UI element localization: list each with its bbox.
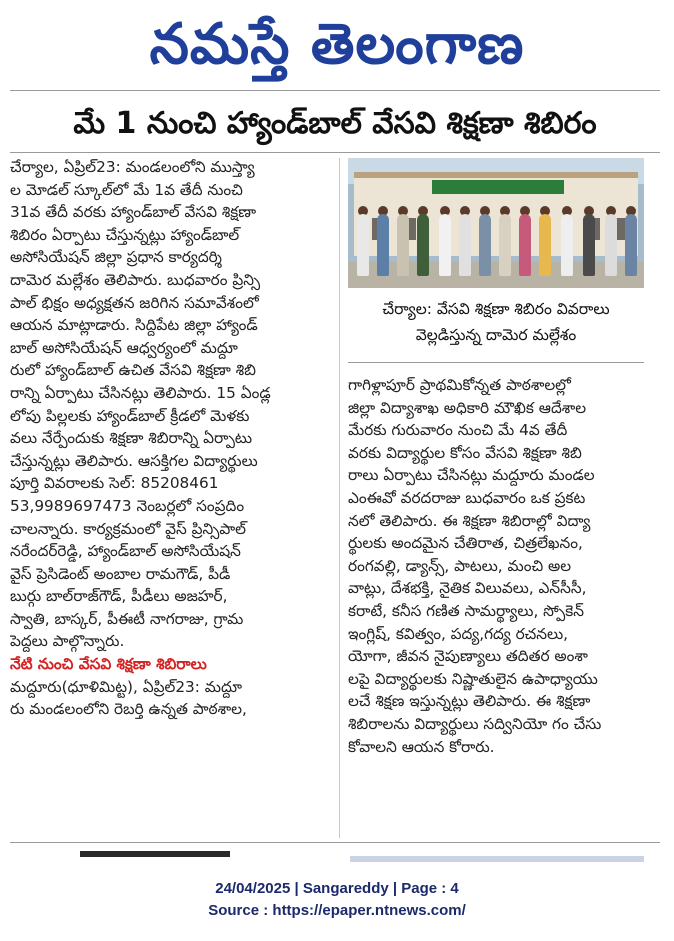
article-line: వరకు విద్యార్థుల కోసం వేసవి శిక్షణా శిబి	[348, 443, 582, 462]
article-line: నలో తెలిపారు. ఈ శిక్షణా శిబిరాల్లో విద్యా	[348, 511, 591, 530]
article-line: వైస్ ప్రెసిడెంట్ అంబాల రామగౌడ్, పీడీ	[10, 564, 231, 583]
column-divider	[339, 158, 340, 838]
article-line: ఆయన మాట్లాడారు. సిద్దిపేట జిల్లా హ్యాండ్	[10, 316, 258, 335]
article-line: కోవాలని ఆయన కోరారు.	[348, 737, 495, 756]
article-line: బాల్ అసోసియేషన్ ఆధ్వర్యంలో మద్దూ	[10, 338, 238, 357]
article-line: దామెర మల్లేశం తెలిపారు. బుధవారం ప్రిన్సి	[10, 270, 261, 289]
footer-source-line: Source : https://epaper.ntnews.com/	[208, 902, 466, 919]
article-line: జిల్లా విద్యాశాఖ అధికారి మౌఖిక ఆదేశాల	[348, 398, 587, 417]
bottom-divider	[10, 842, 660, 843]
article-line: ఎంఈవో వరదరాజు బుధవారం ఒక ప్రకట	[348, 488, 586, 507]
article-line: రు మండలంలోని రెబర్తి ఉన్నత పాఠశాల,	[10, 700, 247, 719]
sub-headline: నేటి నుంచి వేసవి శిక్షణా శిబిరాలు	[10, 655, 207, 674]
article-line: లచే శిక్షణ ఇస్తున్నట్లు తెలిపారు. ఈ శిక్షణా	[348, 692, 591, 711]
article-line: 53,9989697473 నెంబర్లలో సంప్రదిం	[10, 496, 245, 515]
article-line: చేర్యాల, ఏప్రిల్23: మండలంలోని ముస్త్యా	[10, 158, 255, 176]
article-line: ల మోడల్ స్కూల్‌లో మే 1వ తేదీ నుంచి	[10, 180, 243, 199]
masthead: నమస్తే తెలంగాణ	[149, 12, 525, 77]
article-line: చేస్తున్నట్లు తెలిపారు. ఆసక్తిగల విద్యార్థులు	[10, 451, 258, 470]
article-line: అసోసియేషన్ జిల్లా ప్రధాన కార్యదర్శి	[10, 248, 222, 267]
cropped-next-article-strip	[350, 856, 644, 862]
right-article-column	[348, 374, 664, 834]
article-line: లోపు పిల్లలకు హ్యాండ్‌బాల్ క్రీడలో మెళకు	[10, 406, 250, 425]
caption-line: చేర్యాల: వేసవి శిక్షణా శిబిరం వివరాలు	[382, 300, 610, 318]
school-banner	[432, 180, 564, 194]
article-line: శిబిరాలను విద్యార్థులు సద్వినియో గం చేసు	[348, 714, 602, 733]
cropped-next-article-heading	[80, 851, 230, 857]
masthead-divider	[10, 90, 660, 91]
article-line: బుర్గు బాల్‌రాజ్‌గౌడ్, పీడీలు అజహర్,	[10, 587, 228, 606]
article-line: 31వ తేదీ వరకు హ్యాండ్‌బాల్ వేసవి శిక్షణా	[10, 203, 257, 222]
caption-line: వెల్లడిస్తున్న దామెర మల్లేశం	[415, 326, 577, 344]
article-line: గాగిళ్లాపూర్ ప్రాథమికోన్నత పాఠశాలల్లో	[348, 376, 571, 394]
article-line: వాట్లు, దేశభక్తి, నైతిక విలువలు, ఎన్‌సీసీ,	[348, 579, 587, 598]
article-line: రాన్ని ఏర్పాటు చేసినట్లు తెలిపారు. 15 ఏండ్ల	[10, 383, 271, 402]
article-line: కరాటే, కనీస గణిత సామర్థ్యాలు, స్పోకెన్	[348, 601, 584, 620]
left-article-column	[10, 156, 340, 836]
article-line: నరేందర్‌రెడ్డి, హ్యాండ్‌బాల్ అసోసియేషన్	[10, 542, 241, 561]
article-line: మద్దూరు(ధూళిమిట్ట), ఏప్రిల్23: మద్దూ	[10, 677, 243, 696]
headline-divider	[10, 152, 660, 153]
article-line: మేరకు గురువారం నుంచి మే 4వ తేదీ	[348, 421, 568, 440]
article-line: స్వాతి, బాస్కర్, పీఈటీ నాగరాజు, గ్రామ	[10, 609, 244, 628]
article-line: రాలు ఏర్పాటు చేసినట్లు మద్దూరు మండల	[348, 466, 595, 485]
photo-caption	[348, 296, 644, 356]
footer-date-line: 24/04/2025 | Sangareddy | Page : 4	[215, 880, 459, 897]
article-line: శిబిరం ఏర్పాటు చేస్తున్నట్లు హ్యాండ్‌బాల్	[10, 225, 240, 244]
article-line: పెద్దలు పాల్గొన్నారు.	[10, 632, 125, 651]
article-line: పూర్తి వివరాలకు సెల్: 85208461	[10, 474, 219, 493]
article-line: యోగా, జీవన నైపుణ్యాలు తదితర అంశా	[348, 647, 588, 666]
article-line: రులో హ్యాండ్‌బాల్ ఉచిత వేసవి శిక్షణా శిబి	[10, 361, 256, 380]
article-line: ఇంగ్లిష్, కవిత్వం, పద్య,గద్య రచనలు,	[348, 624, 569, 643]
article-line: వలు నేర్పేందుకు శిక్షణా శిబిరాన్ని ఏర్పాటు	[10, 429, 253, 448]
article-line: లపై విద్యార్థులకు నిష్ణాతులైన ఉపాధ్యాయు	[348, 669, 598, 688]
article-line: చాలన్నారు. కార్యక్రమంలో వైస్ ప్రిన్సిపాల్	[10, 519, 247, 538]
article-line: ర్థులకు అందమైన చేతిరాత, చిత్రలేఖనం,	[348, 534, 583, 553]
caption-divider	[348, 362, 644, 363]
article-line: రంగవల్లి, డ్యాన్స్, పాటలు, మంచి అల	[348, 556, 572, 575]
news-photo	[348, 158, 644, 288]
article-line: పాల్ భిక్షం అధ్యక్షతన జరిగిన సమావేశంలో	[10, 293, 259, 312]
headline: మే 1 నుంచి హ్యాండ్‌బాల్ వేసవి శిక్షణా శిబిరం	[73, 106, 597, 141]
